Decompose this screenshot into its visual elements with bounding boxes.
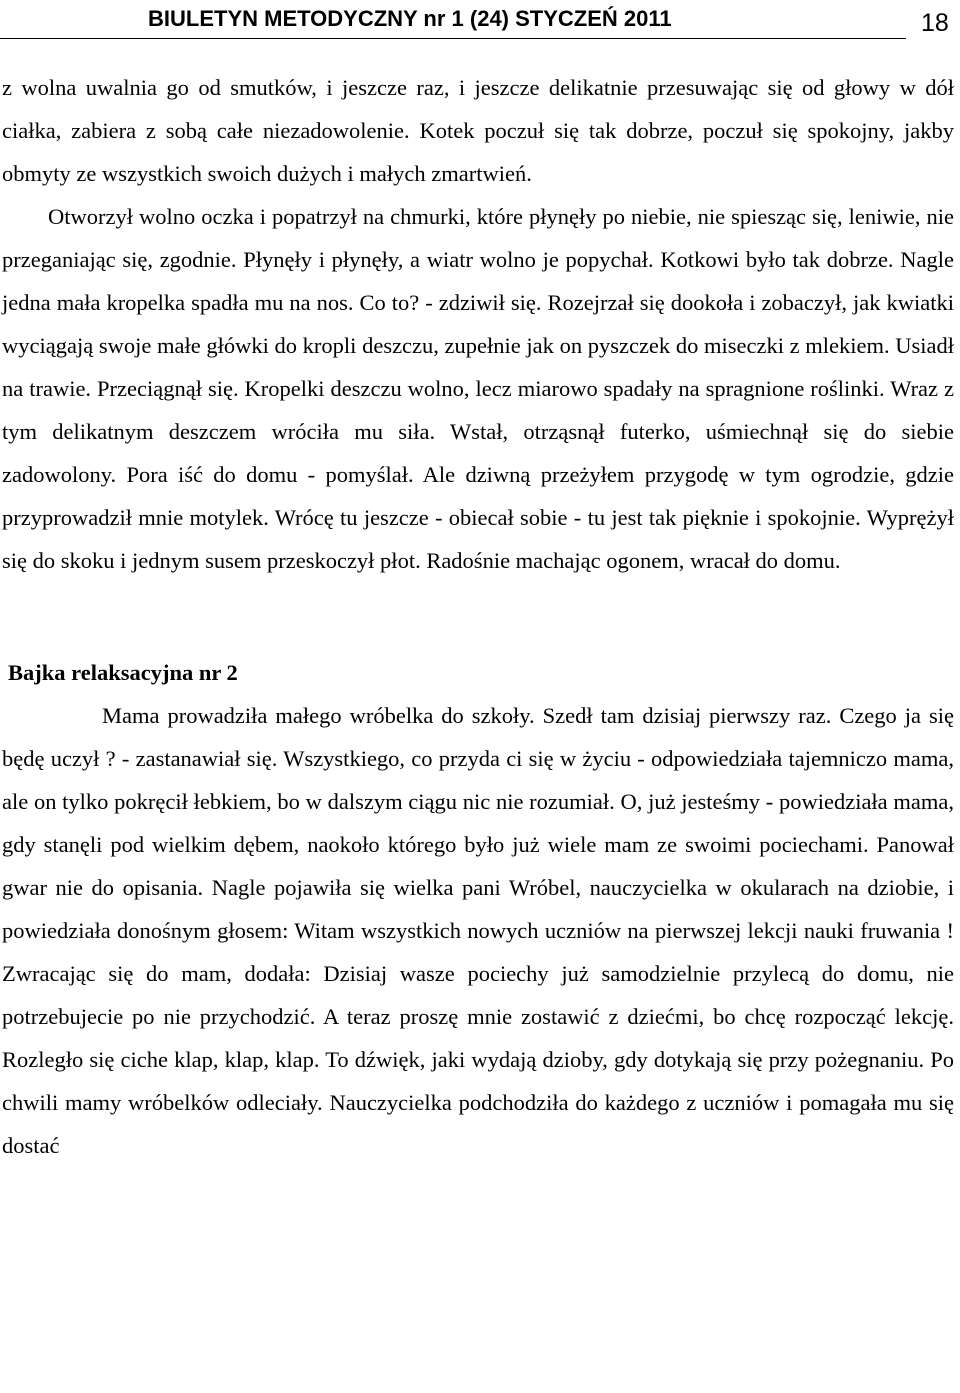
header-divider [0, 38, 906, 39]
paragraph-story-continuation: z wolna uwalnia go od smutków, i jeszcze raz, i jeszcze delikatnie przesuwając się od głowy w dół ciałka, zabiera z sobą całe niezadowolenie. Kotek poczuł się tak dobrze, poczuł się spokojny, jakby obmyty ze wszystkich swoich dużych i małych zmartwień. [2, 75, 954, 186]
section-heading: Bajka relaksacyjna nr 2 [8, 660, 238, 685]
document-body [2, 66, 954, 1167]
page-number: 18 [921, 9, 949, 37]
bulletin-title: BIULETYN METODYCZNY nr 1 (24) STYCZEŃ 2011 [148, 6, 672, 31]
paragraph-story-ending: Otworzył wolno oczka i popatrzył na chmurki, które płynęły po niebie, nie spiesząc się, leniwie, nie przeganiając się, zgodnie. Płynęły i płynęły, a wiatr wolno je popychał. Kotkowi było tak dobrze. Nagle jedna mała kropelka spadła mu na nos. Co to? - zdziwił się. Rozejrzał się dookoła i zobaczył, jak kwiatki wyciągają swoje małe główki do kropli deszczu, zupełnie jak on pyszczek do miseczki z mlekiem. Usiadł na trawie. Przeciągnął się. Kropelki deszczu wolno, lecz miarowo spadały na spragnione roślinki. Wraz z tym delikatnym deszczem wróciła mu siła. Wstał, otrząsnął futerko, uśmiechnął się do siebie zadowolony. Pora iść do domu - pomyślał. Ale dziwną przeżyłem przygodę w tym ogrodzie, gdzie przyprowadził mnie motylek. Wrócę tu jeszcze - obiecał sobie - tu jest tak pięknie i spokojnie. Wyprężył się do skoku i jednym susem przeskoczył płot. Radośnie machając ogonem, wracał do domu. [2, 204, 954, 573]
page-header [0, 0, 960, 42]
paragraph-section-text: Mama prowadziła małego wróbelka do szkoły. Szedł tam dzisiaj pierwszy raz. Czego ja się będę uczył ? - zastanawiał się. Wszystkiego, co przyda ci się w życiu - odpowiedziała tajemniczo mama, ale on tylko pokręcił łebkiem, bo w dalszym ciągu nic nie rozumiał. O, już jesteśmy - powiedziała mama, gdy stanęli pod wielkim dębem, naokoło którego było już wiele mam ze swoimi pociechami. Panował gwar nie do opisania. Nagle pojawiła się wielka pani Wróbel, nauczycielka w okularach na dziobie, i powiedziała donośnym głosem: Witam wszystkich nowych uczniów na pierwszej lekcji nauki fruwania ! Zwracając się do mam, dodała: Dzisiaj wasze pociechy już samodzielnie przylecą do domu, nie potrzebujecie po nie przychodzić. A teraz proszę mnie zostawić z dziećmi, bo chcę rozpocząć lekcję. Rozległo się ciche klap, klap, klap. To dźwięk, jaki wydają dzioby, gdy dotykają się przy pożegnaniu. Po chwili mamy wróbelków odleciały. Nauczycielka podchodziła do każdego z uczniów i pomagała mu się dostać [2, 703, 954, 1158]
